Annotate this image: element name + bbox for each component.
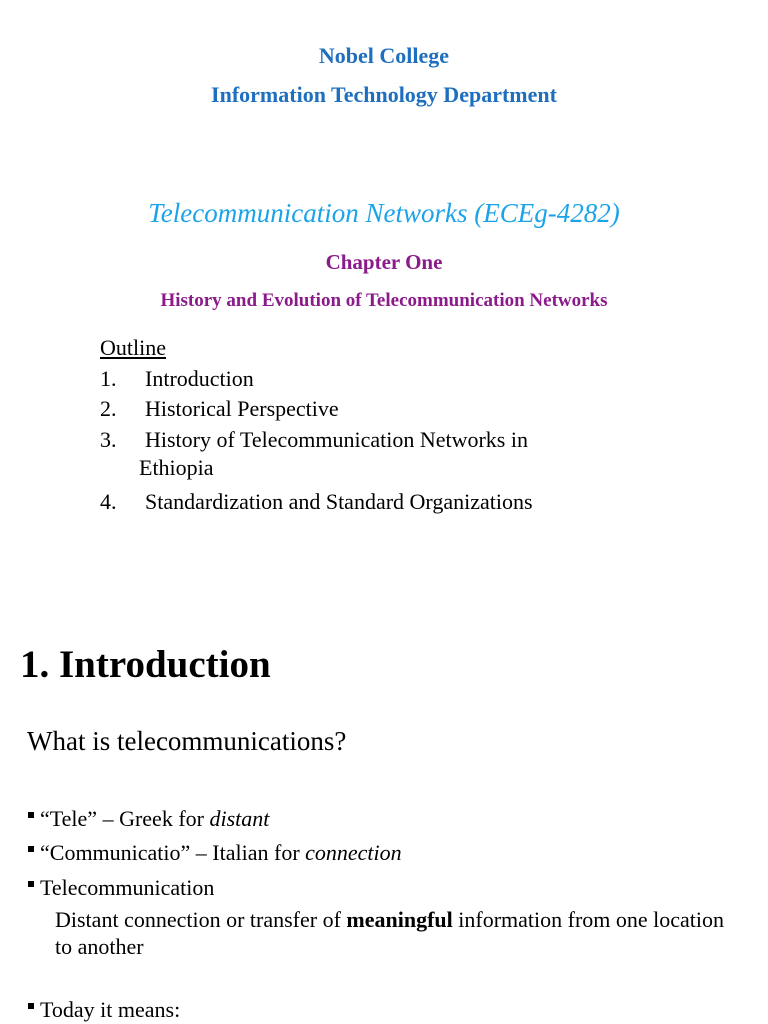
bullet-emphasis: connection bbox=[305, 840, 402, 865]
definition-text bbox=[55, 906, 745, 960]
square-bullet-icon bbox=[28, 881, 34, 887]
section-heading: 1. Introduction bbox=[20, 643, 271, 686]
bullet-text: Telecommunication bbox=[40, 875, 215, 900]
bullet-text: “Communicatio” – Italian for bbox=[40, 840, 306, 865]
outline-heading: Outline bbox=[100, 335, 166, 360]
bullet-text: Today it means: bbox=[40, 997, 181, 1022]
definition-before: Distant connection or transfer of bbox=[55, 907, 347, 932]
bullet-item bbox=[28, 997, 180, 1023]
section-question: What is telecommunications? bbox=[27, 726, 347, 756]
square-bullet-icon bbox=[28, 812, 34, 818]
outline-item bbox=[100, 393, 339, 424]
definition-after: information from one location to another bbox=[55, 907, 725, 959]
outline-item-number: 3. bbox=[100, 427, 117, 452]
bullet-text: “Tele” – Greek for bbox=[40, 806, 210, 831]
square-bullet-icon bbox=[28, 846, 34, 852]
chapter-title: History and Evolution of Telecommunication Networks bbox=[160, 290, 608, 311]
bullet-item bbox=[28, 875, 214, 901]
outline-item-label: History of Telecommunication Networks in bbox=[145, 427, 528, 452]
outline-item-number: 2. bbox=[100, 396, 117, 421]
definition-bold: meaningful bbox=[346, 907, 453, 932]
college-name: Nobel College bbox=[318, 43, 450, 68]
outline-item-continuation: Ethiopia bbox=[139, 455, 214, 480]
outline-item bbox=[100, 424, 528, 455]
bullet-emphasis: distant bbox=[209, 806, 270, 831]
bullet-item bbox=[28, 840, 402, 866]
course-title: Telecommunication Networks (ECEg-4282) bbox=[148, 198, 620, 228]
square-bullet-icon bbox=[28, 1003, 34, 1009]
chapter-label: Chapter One bbox=[325, 250, 443, 274]
outline-item-label: Standardization and Standard Organizations bbox=[145, 489, 533, 514]
outline-item-number: 1. bbox=[100, 366, 117, 391]
bullet-item bbox=[28, 806, 269, 832]
outline-item bbox=[100, 486, 533, 517]
outline-item-label: Introduction bbox=[145, 366, 254, 391]
outline-item bbox=[100, 363, 254, 394]
outline-item-label: Historical Perspective bbox=[145, 396, 339, 421]
outline-item-number: 4. bbox=[100, 489, 117, 514]
department-name: Information Technology Department bbox=[211, 82, 557, 107]
